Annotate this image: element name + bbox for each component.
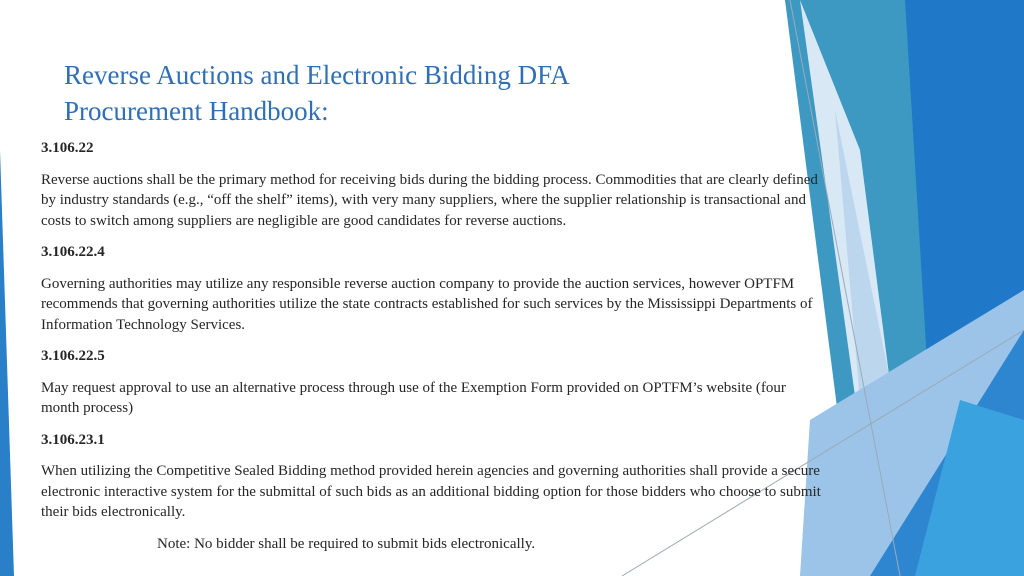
section-text: When utilizing the Competitive Sealed Bidding method provided herein agencies and governing authorities shall provide a secure electronic interactive system for the submittal of such bids as an additional bidding option for those bidders who choose to submit their bids electronically.	[41, 463, 821, 520]
section-text: Reverse auctions shall be the primary method for receiving bids during the bidding process. Commodities that are clearly defined by industry standards (e.g., “off the shelf” items), with very many suppliers, where the supplier relationship is transactional and costs to switch among suppliers are negligible are good candidates for reverse auctions.	[41, 171, 818, 229]
section-text: Governing authorities may utilize any responsible reverse auction company to provide the auction services, however OPTFM recommends that governing authorities utilize the state contracts established for such services by the Mississippi Departments of Information Technology Services.	[41, 275, 813, 333]
section-number: 3.106.22.4	[41, 244, 105, 260]
section-text: May request approval to use an alternative process through use of the Exemption Form provided on OPTFM’s website (four month process)	[41, 379, 786, 416]
section-number: 3.106.22.5	[41, 348, 105, 364]
title-line-1: Reverse Auctions and Electronic Bidding DFA	[64, 60, 570, 90]
left-edge-triangle	[0, 150, 14, 576]
slide-title	[64, 57, 764, 129]
section-number: 3.106.22	[41, 140, 94, 156]
section-number: 3.106.23.1	[41, 431, 105, 448]
note-text: Note: No bidder shall be required to submit bids electronically.	[157, 535, 536, 552]
handbook-content	[41, 138, 826, 554]
title-line-2: Procurement Handbook:	[64, 96, 329, 126]
